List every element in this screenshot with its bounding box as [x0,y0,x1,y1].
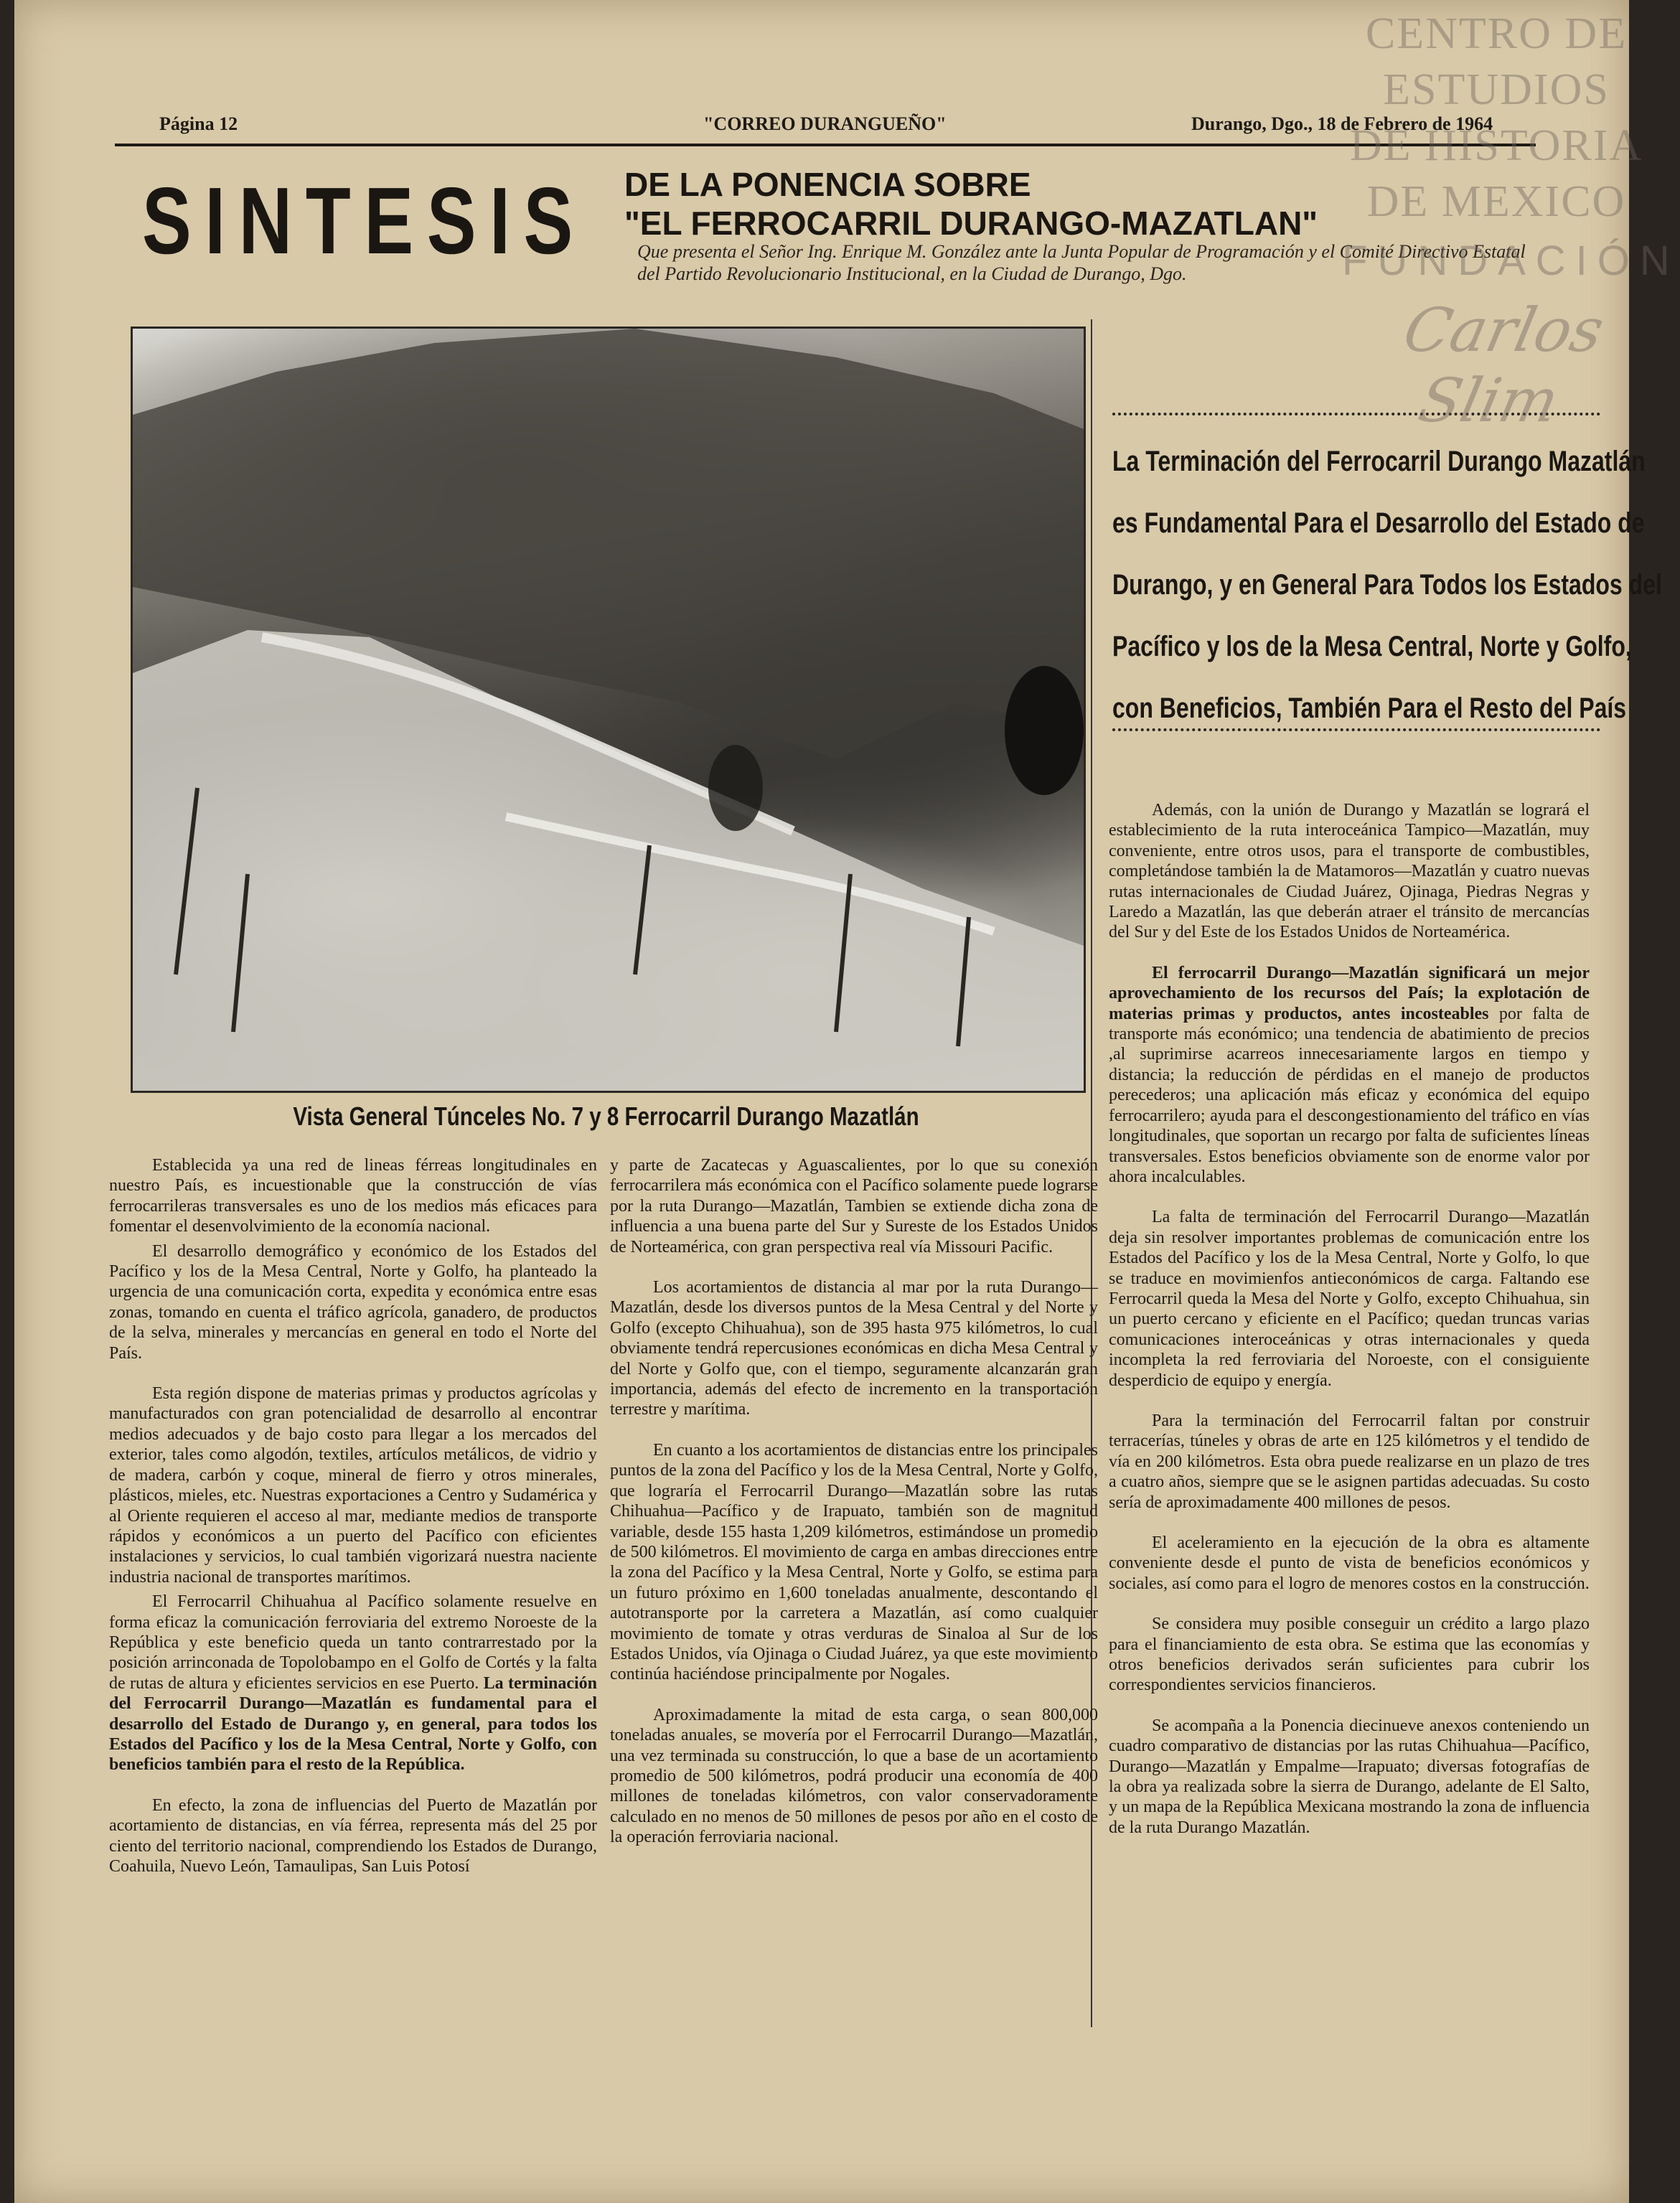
paragraph-text: por falta de transporte más económico; una tendencia de abatimiento de precios ,al suprimirse acarreos innecesariamente largos en tiempo y distancia; la reducción de pérdidas en el manejo de productos perecederos; una aplicación más eficaz y económica del equipo ferrocarrilero; ayuda para el descongestionamiento del tráfico en vías longitudinales, que soportan un recargo por falta de suficientes líneas transversales. Estos beneficios obviamente son de enorme valor por ahora incalculables. [1109,1004,1590,1186]
paragraph: En efecto, la zona de influencias del Puerto de Mazatlán por acortamiento de distancias, en vía férrea, representa más del 25 por ciento del territorio nacional, comprendiendo los Estados de Durango, Coahuila, Nuevo León, Tamaulipas, San Luis Potosí [109,1795,597,1876]
paragraph: La falta de terminación del Ferrocarril Durango—Mazatlán deja sin resolver importantes problemas de comunicación entre los Estados del Pacífico y los de la Mesa Central, Norte y Golfo, lo que se traduce en movimienfos antieconómicos de carga. Faltando ese Ferrocarril queda la Mesa del Norte y Golfo, excepto Chihuahua, sin un puerto cercano y eficiente en el Pacífico; quedan truncas varias comunicaciones interoceánicas y otras internacionales y queda incompleta la red ferroviaria del Noroeste, con el consiguiente desperdicio de equipo y energía. [1109,1208,1590,1390]
headline-line: Pacífico y los de la Mesa Central, Norte y Golfo, [1112,631,1632,662]
paragraph: y parte de Zacatecas y Aguascalientes, por lo que su conexión ferrocarrilera más económica con el Pacífico solamente puede lograrse por la ruta Durango—Mazatlán, Tambien se extiende dicha zona de influencia a una buena parte del Sur y Sureste de los Estados Unidos de Norteamérica, con gran perspectiva real vía Missouri Pacific. [610,1156,1098,1256]
paragraph: Establecida ya una red de lineas férreas longitudinales en nuestro País, es incuestionable que la construcción de vías ferrocarrileras transversales es uno de los medios más eficaces para fomentar el desenvolvimiento de la economía nacional. [109,1156,597,1236]
paragraph: Se acompaña a la Ponencia diecinueve anexos conteniendo un cuadro comparativo de distancias por las rutas Chihuahua—Pacífico, Durango—Mazatlán y Empalme—Irapuato; diversas fotografías de la obra ya realizada sobre la sierra de Durango, adelante de El Salto, y un mapa de la República Mexicana mostrando la zona de influencia de la ruta Durango Mazatlán. [1109,1716,1590,1837]
dotted-rule-bottom [1112,728,1600,731]
main-title: SINTESIS [142,168,586,273]
tunnels-photo [131,327,1086,1093]
headline-line: La Terminación del Ferrocarril Durango Mazatlán [1112,446,1646,477]
paragraph [109,1592,597,1775]
headline-line: es Fundamental Para el Desarrollo del Estado de [1112,507,1645,539]
watermark-line: CENTRO DE [1365,9,1628,58]
masthead [115,108,1536,146]
sidebar-headline [1112,431,1662,739]
watermark-fundacion: FUNDACIÓN [1342,238,1680,284]
photo-illustration [133,329,1084,1091]
watermark-signature: Carlos Slim [1397,295,1610,436]
newspaper-name: "CORREO DURANGUEÑO" [703,113,947,134]
paragraph: Aproximadamente la mitad de esta carga, o sean 800,000 toneladas anuales, se movería por el Ferrocarril Durango—Mazatlán, una vez terminada su construcción, lo que a base de un acortamiento promedio de 500 kilómetros, podrá producir una economía de 400 millones de toneladas kilómetros, con valor conservadoramente calculado en no menos de 50 millones de pesos por año en el costo de la operación ferroviaria nacional. [610,1705,1098,1847]
paragraph-bold-text: La terminación del Ferrocarril Durango—Mazatlán es fundamental para el desarrollo del Estado de Durango y, en general, para todos los Estados del Pacífico y los de la Mesa Central, Norte y Golfo, con beneficios también para el resto de la República. [109,1673,598,1775]
paragraph: Además, con la unión de Durango y Mazatlán se logrará el establecimiento de la ruta interoceánica Tampico—Mazatlán, muy conveniente, entre otros usos, para el transporte de combustibles, completándose también la de Matamoros—Mazatlán y cuatro nuevas rutas internacionales de Ciudad Juárez, Ojinaga, Piedras Negras y Laredo a Mazatlán, las que deberán atraer el tránsito de mercancías del Sur y del Este de los Estados Unidos de Norteamérica. [1109,801,1590,942]
headline-line: Durango, y en General Para Todos los Estados del [1112,569,1662,601]
paragraph: Se considera muy posible conseguir un crédito a largo plazo para el financiamiento de esta obra. Se estima que las economías y otros beneficios derivados serán suficientes para cubrir los correspondientes servicios financieros. [1109,1615,1590,1695]
watermark-line: DE MEXICO [1366,177,1626,226]
subtitle-line-1: DE LA PONENCIA SOBRE [624,166,1031,203]
column-1 [109,1155,597,1897]
paragraph-text: El Ferrocarril Chihuahua al Pacífico solamente resuelve en forma eficaz la comunicación ferroviaria del extremo Noroeste de la República y este beneficio queda un tanto contrarrestado por la posición arrinconada de Topolobampo en el Golfo de Cortés y la falta de rutas de altura y eficientes servicios en ese Puerto. [109,1592,597,1693]
column-3 [1109,800,1590,1858]
paragraph: En cuanto a los acortamientos de distancias entre los principales puntos de la zona del Pacífico y los de la Mesa Central, Norte y Golfo, que lograría el Ferrocarril Durango—Mazatlán sobre las rutas Chihuahua—Pacífico y de Irapuato, también son de magnitud variable, desde 155 hasta 1,209 kilómetros, estimándose un promedio de 500 kilómetros. El movimiento de carga en ambas direcciones entre la zona del Pacífico y la Mesa Central, Norte y Golfo, se estima para un futuro próximo en 1,600 toneladas anualmente, descontando el autotransporte por la carretera a Mazatlán, así como cualquier movimiento de tomate y otras verduras de Sinaloa al Sur de los Estados Unidos, vía Ojinaga o Ciudad Juárez, ya que este movimiento continúa haciéndose principalmente por Nogales. [610,1440,1099,1684]
watermark [1342,6,1680,436]
newspaper-page [14,0,1680,2203]
dateline: Durango, Dgo., 18 de Febrero de 1964 [1191,113,1493,134]
photo-caption: Vista General Túnceles No. 7 y 8 Ferrocarril Durango Mazatlán [293,1102,919,1131]
lead-text: Que presenta el Señor Ing. Enrique M. González ante la Junta Popular de Programación y el Comité Directivo Estatal del Partido Revolucionario Institucional, en la Ciudad de Durango, Dgo. [637,241,1526,284]
headline-line: con Beneficios, También Para el Resto del País [1112,692,1627,724]
watermark-line: DE HISTORIA [1349,121,1643,170]
paragraph: El aceleramiento en la ejecución de la obra es altamente conveniente desde el punto de vista de beneficios económicos y sociales, así como para el logro de menores costos en la construcción. [1109,1533,1590,1593]
watermark-line: ESTUDIOS [1383,65,1610,114]
subtitle [624,165,1342,243]
paragraph: El desarrollo demográfico y económico de los Estados del Pacífico y los de la Mesa Central, Norte y Golfo, ha planteado la urgencia de una comunicación corta, expedita y económica entre esas zonas, tomando en cuenta el tráfico agrícola, ganadero, de productos de la selva, minerales y mercancías en general en todo el Norte del País. [109,1241,597,1363]
paragraph: Esta región dispone de materias primas y productos agrícolas y manufacturados con gran potencialidad de desarrollo al encontrar medios adecuados y de bajo costo para llegar a los mercados del exterior, tales como algodón, textiles, artículos metálicos, de vidrio y de madera, carbón y coque, mineral de fierro y otros minerales, plásticos, mieles, etc. Nuestras exportaciones a Centro y Sudamérica y al Oriente requieren el acceso al mar, mediante medios de transporte rápidos y económicos a un puerto del Pacífico con eficientes instalaciones y servicios, lo cual también vigorizará nuestra naciente industria nacional de transportes marítimos. [109,1384,597,1587]
page-number: Página 12 [159,113,238,134]
paragraph-bold-text: El ferrocarril Durango—Mazatlán significará un mejor aprovechamiento de los recursos del País; la explotación de materias primas y productos, antes incosteables [1109,963,1590,1023]
paragraph: Para la terminación del Ferrocarril faltan por construir terracerías, túneles y obras de arte en 125 kilómetros y el tendido de vía en 200 kilómetros. Esta obra puede realizarse en un plazo de tres a cuatro años, siempre que se le asignen partidas adecuadas. Su costo sería de aproximadamente 400 millones de pesos. [1109,1411,1590,1512]
paragraph [1109,963,1590,1187]
column-2 [610,1155,1098,1868]
paragraph: Los acortamientos de distancia al mar por la ruta Durango—Mazatlán, desde los diversos puntos de la Mesa Central y del Norte y Golfo (excepto Chihuahua), son de 395 hasta 975 kilómetros, lo cual obviamente tendrá repercusiones económicas en dicha Mesa Central y del Norte y Golfo que, con el tiempo, seguramente alcanzarán gran importancia, además del efecto de incremento en la transportación terrestre y marítima. [610,1278,1098,1419]
subtitle-line-2: "EL FERROCARRIL DURANGO-MAZATLAN" [624,205,1318,242]
